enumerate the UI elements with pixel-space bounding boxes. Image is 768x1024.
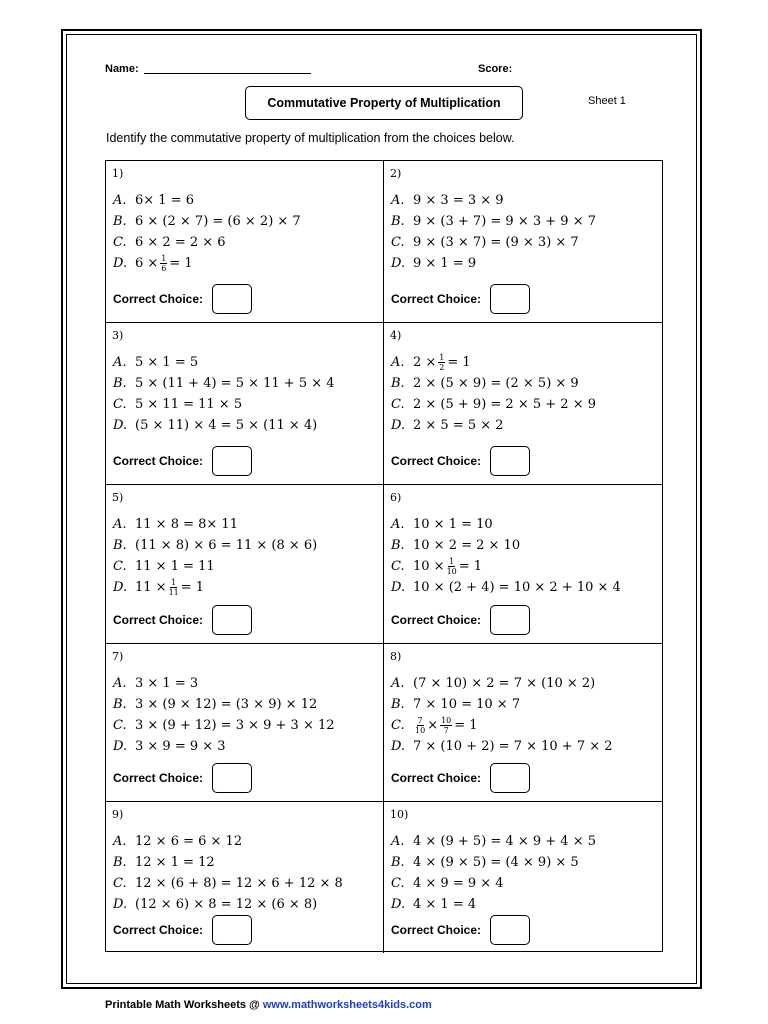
fraction — [438, 353, 445, 372]
choice-expression: 6 × — [135, 256, 159, 271]
choice-letter: C. — [391, 397, 405, 412]
choice-expression: 7 × (10 + 2) = 7 × 10 + 7 × 2 — [413, 739, 613, 754]
fraction-numerator: 1 — [161, 254, 167, 263]
question-cell — [384, 644, 662, 802]
question-number: 3) — [112, 329, 124, 342]
answer-choice — [391, 394, 596, 415]
choice-expression: × — [427, 718, 439, 733]
answer-choice — [113, 556, 317, 577]
choice-letter: A. — [113, 834, 127, 849]
worksheet-title — [245, 86, 523, 120]
choice-list — [113, 673, 335, 757]
choice-expression: = 1 — [447, 355, 471, 370]
answer-box[interactable] — [490, 284, 530, 314]
choice-expression: 4 × (9 + 5) = 4 × 9 + 4 × 5 — [413, 834, 596, 849]
choice-expression: = 1 — [454, 718, 478, 733]
question-cell — [106, 644, 384, 802]
choice-letter: C. — [113, 235, 127, 250]
choice-letter: C. — [391, 235, 405, 250]
question-cell — [106, 485, 384, 644]
choice-letter: A. — [113, 517, 127, 532]
fraction — [169, 578, 179, 597]
choice-expression: 4 × (9 × 5) = (4 × 9) × 5 — [413, 855, 579, 870]
question-number: 2) — [390, 167, 402, 180]
choice-letter: D. — [113, 739, 128, 754]
choice-expression: 9 × 3 = 3 × 9 — [413, 193, 504, 208]
fraction — [440, 716, 452, 735]
choice-letter: B. — [113, 214, 127, 229]
question-number: 9) — [112, 808, 124, 821]
choice-letter: D. — [391, 739, 406, 754]
choice-letter: A. — [113, 355, 127, 370]
answer-choice — [391, 577, 621, 598]
fraction-numerator: 1 — [171, 578, 177, 587]
fraction-numerator: 1 — [449, 557, 455, 566]
choice-letter: A. — [113, 676, 127, 691]
choice-expression: 10 × — [413, 559, 445, 574]
choice-expression: 3 × (9 + 12) = 3 × 9 + 3 × 12 — [135, 718, 335, 733]
choice-list — [391, 831, 596, 915]
choice-letter: D. — [391, 418, 406, 433]
choice-letter: B. — [391, 214, 405, 229]
choice-expression: 2 × (5 × 9) = (2 × 5) × 9 — [413, 376, 579, 391]
correct-choice-row — [113, 605, 252, 635]
choice-expression: 6 × 2 = 2 × 6 — [135, 235, 226, 250]
answer-choice — [391, 232, 596, 253]
question-cell — [384, 323, 662, 485]
choice-expression: 9 × (3 + 7) = 9 × 3 + 9 × 7 — [413, 214, 596, 229]
question-number: 8) — [390, 650, 402, 663]
choice-expression: 4 × 9 = 9 × 4 — [413, 876, 504, 891]
correct-choice-label: Correct Choice: — [113, 923, 204, 937]
choice-letter: A. — [391, 834, 405, 849]
answer-choice — [113, 190, 301, 211]
answer-box[interactable] — [490, 446, 530, 476]
choice-expression: 3 × (9 × 12) = (3 × 9) × 12 — [135, 697, 318, 712]
fraction-denominator: 7 — [443, 726, 449, 735]
choice-expression: 6 × (2 × 7) = (6 × 2) × 7 — [135, 214, 301, 229]
choice-expression: 11 × — [135, 580, 167, 595]
fraction-numerator: 1 — [439, 353, 445, 362]
answer-choice — [391, 253, 596, 274]
answer-choice — [113, 852, 343, 873]
choice-expression: (11 × 8) × 6 = 11 × (8 × 6) — [135, 538, 318, 553]
answer-choice — [113, 253, 301, 274]
answer-choice — [113, 873, 343, 894]
choice-expression: 11 × 8 = 8× 11 — [135, 517, 238, 532]
answer-choice — [113, 831, 343, 852]
choice-letter: D. — [113, 256, 128, 271]
answer-choice — [391, 556, 621, 577]
choice-list — [113, 352, 335, 436]
choice-letter: A. — [113, 193, 127, 208]
correct-choice-label: Correct Choice: — [391, 613, 482, 627]
correct-choice-label: Correct Choice: — [391, 771, 482, 785]
footer — [105, 999, 432, 1011]
choice-expression: (7 × 10) × 2 = 7 × (10 × 2) — [413, 676, 596, 691]
choice-letter: B. — [113, 376, 127, 391]
choice-list — [391, 514, 621, 598]
answer-choice — [113, 415, 335, 436]
fraction-denominator: 11 — [168, 588, 179, 597]
answer-choice — [391, 673, 613, 694]
choice-expression: 10 × 1 = 10 — [413, 517, 493, 532]
question-number: 6) — [390, 491, 402, 504]
choice-expression: = 1 — [169, 256, 193, 271]
choice-expression: 11 × 1 = 11 — [135, 559, 215, 574]
correct-choice-row — [391, 284, 530, 314]
answer-choice — [391, 211, 596, 232]
question-number: 7) — [112, 650, 124, 663]
question-number: 5) — [112, 491, 124, 504]
choice-letter: C. — [113, 718, 127, 733]
answer-choice — [113, 352, 335, 373]
choice-expression: 2 × 5 = 5 × 2 — [413, 418, 504, 433]
instructions: Identify the commutative property of multiplication from the choices below. — [106, 131, 515, 145]
choice-expression: = 1 — [180, 580, 205, 595]
correct-choice-row — [113, 284, 252, 314]
correct-choice-row — [391, 915, 530, 945]
worksheet-title-text: Commutative Property of Multiplication — [267, 96, 501, 110]
choice-list — [391, 352, 596, 436]
choice-expression: 12 × 6 = 6 × 12 — [135, 834, 243, 849]
answer-box[interactable] — [212, 763, 252, 793]
answer-choice — [113, 373, 335, 394]
choice-letter: D. — [113, 897, 128, 912]
correct-choice-row — [391, 446, 530, 476]
correct-choice-row — [391, 605, 530, 635]
answer-choice — [113, 232, 301, 253]
choice-letter: D. — [391, 256, 406, 271]
answer-choice — [113, 577, 317, 598]
question-cell — [384, 485, 662, 644]
correct-choice-row — [113, 915, 252, 945]
choice-expression: 3 × 9 = 9 × 3 — [135, 739, 226, 754]
choice-expression: 12 × (6 + 8) = 12 × 6 + 12 × 8 — [135, 876, 343, 891]
choice-list — [113, 514, 317, 598]
choice-expression: 3 × 1 = 3 — [135, 676, 199, 691]
fraction-denominator: 2 — [439, 363, 445, 372]
choice-letter: C. — [391, 559, 405, 574]
choice-letter: D. — [391, 897, 406, 912]
answer-choice — [113, 894, 343, 915]
name-label: Name: — [105, 63, 139, 75]
question-cell — [384, 161, 662, 323]
choice-letter: D. — [113, 418, 128, 433]
answer-box[interactable] — [490, 763, 530, 793]
correct-choice-label: Correct Choice: — [113, 613, 204, 627]
answer-choice — [391, 894, 596, 915]
answer-choice — [391, 373, 596, 394]
answer-box[interactable] — [490, 915, 530, 945]
footer-text: Printable Math Worksheets @ — [105, 999, 263, 1011]
choice-expression: 5 × (11 + 4) = 5 × 11 + 5 × 4 — [135, 376, 335, 391]
choice-expression: 6× 1 = 6 — [135, 193, 194, 208]
fraction-numerator: 10 — [441, 716, 452, 725]
choice-letter: A. — [391, 517, 405, 532]
choice-expression: 2 × — [413, 355, 437, 370]
answer-choice — [113, 535, 317, 556]
answer-box[interactable] — [212, 284, 252, 314]
fraction-numerator: 7 — [417, 716, 423, 725]
answer-choice — [391, 535, 621, 556]
question-cell — [384, 802, 662, 953]
fraction-denominator: 10 — [415, 726, 426, 735]
choice-expression: 9 × (3 × 7) = (9 × 3) × 7 — [413, 235, 579, 250]
answer-choice — [391, 190, 596, 211]
choice-letter: C. — [113, 559, 127, 574]
choice-letter: C. — [391, 876, 405, 891]
choice-expression: (12 × 6) × 8 = 12 × (6 × 8) — [135, 897, 318, 912]
choice-letter: B. — [391, 538, 405, 553]
correct-choice-label: Correct Choice: — [391, 923, 482, 937]
choice-expression: 9 × 1 = 9 — [413, 256, 477, 271]
answer-choice — [391, 715, 613, 736]
choice-letter: D. — [391, 580, 406, 595]
correct-choice-label: Correct Choice: — [113, 771, 204, 785]
choice-letter: A. — [391, 676, 405, 691]
answer-choice — [391, 831, 596, 852]
choice-expression: 12 × 1 = 12 — [135, 855, 215, 870]
choice-list — [391, 673, 613, 757]
answer-choice — [113, 694, 335, 715]
correct-choice-label: Correct Choice: — [391, 454, 482, 468]
answer-choice — [113, 514, 317, 535]
fraction — [160, 254, 167, 273]
question-cell — [106, 802, 384, 953]
answer-choice — [391, 352, 596, 373]
choice-expression: 5 × 11 = 11 × 5 — [135, 397, 243, 412]
answer-box[interactable] — [212, 446, 252, 476]
footer-link[interactable]: www.mathworksheets4kids.com — [262, 999, 432, 1011]
choice-letter: C. — [113, 876, 127, 891]
score-label: Score: — [478, 63, 513, 75]
answer-choice — [391, 852, 596, 873]
correct-choice-row — [113, 763, 252, 793]
choice-list — [391, 190, 596, 274]
choice-expression: 5 × 1 = 5 — [135, 355, 199, 370]
choice-list — [113, 831, 343, 915]
answer-box[interactable] — [212, 605, 252, 635]
answer-choice — [391, 736, 613, 757]
correct-choice-label: Correct Choice: — [113, 454, 204, 468]
choice-list — [113, 190, 301, 274]
correct-choice-row — [113, 446, 252, 476]
answer-choice — [391, 694, 613, 715]
fraction — [447, 557, 457, 576]
answer-choice — [391, 415, 596, 436]
choice-expression: 2 × (5 + 9) = 2 × 5 + 2 × 9 — [413, 397, 596, 412]
sheet-label: Sheet 1 — [588, 95, 626, 107]
correct-choice-label: Correct Choice: — [113, 292, 204, 306]
answer-box[interactable] — [212, 915, 252, 945]
choice-expression: (5 × 11) × 4 = 5 × (11 × 4) — [135, 418, 318, 433]
answer-choice — [113, 394, 335, 415]
answer-box[interactable] — [490, 605, 530, 635]
correct-choice-label: Correct Choice: — [391, 292, 482, 306]
choice-letter: D. — [113, 580, 128, 595]
choice-letter: B. — [113, 538, 127, 553]
question-cell — [106, 323, 384, 485]
answer-choice — [113, 715, 335, 736]
answer-choice — [113, 673, 335, 694]
choice-letter: A. — [391, 193, 405, 208]
choice-letter: B. — [113, 855, 127, 870]
question-number: 10) — [390, 808, 409, 821]
choice-letter: C. — [391, 718, 405, 733]
choice-expression: 7 × 10 = 10 × 7 — [413, 697, 521, 712]
choice-expression: 10 × (2 + 4) = 10 × 2 + 10 × 4 — [413, 580, 621, 595]
fraction-denominator: 6 — [161, 264, 167, 273]
question-grid — [105, 160, 663, 952]
choice-letter: B. — [113, 697, 127, 712]
answer-choice — [391, 873, 596, 894]
question-number: 4) — [390, 329, 402, 342]
fraction-denominator: 10 — [446, 567, 457, 576]
choice-expression: 10 × 2 = 2 × 10 — [413, 538, 521, 553]
name-field[interactable] — [144, 73, 311, 74]
choice-letter: B. — [391, 376, 405, 391]
answer-choice — [113, 211, 301, 232]
choice-letter: C. — [113, 397, 127, 412]
choice-letter: A. — [391, 355, 405, 370]
choice-letter: B. — [391, 855, 405, 870]
choice-expression: = 1 — [458, 559, 483, 574]
question-number: 1) — [112, 167, 124, 180]
correct-choice-row — [391, 763, 530, 793]
question-cell — [106, 161, 384, 323]
answer-choice — [391, 514, 621, 535]
choice-letter: B. — [391, 697, 405, 712]
choice-expression: 4 × 1 = 4 — [413, 897, 477, 912]
fraction — [415, 716, 425, 735]
answer-choice — [113, 736, 335, 757]
